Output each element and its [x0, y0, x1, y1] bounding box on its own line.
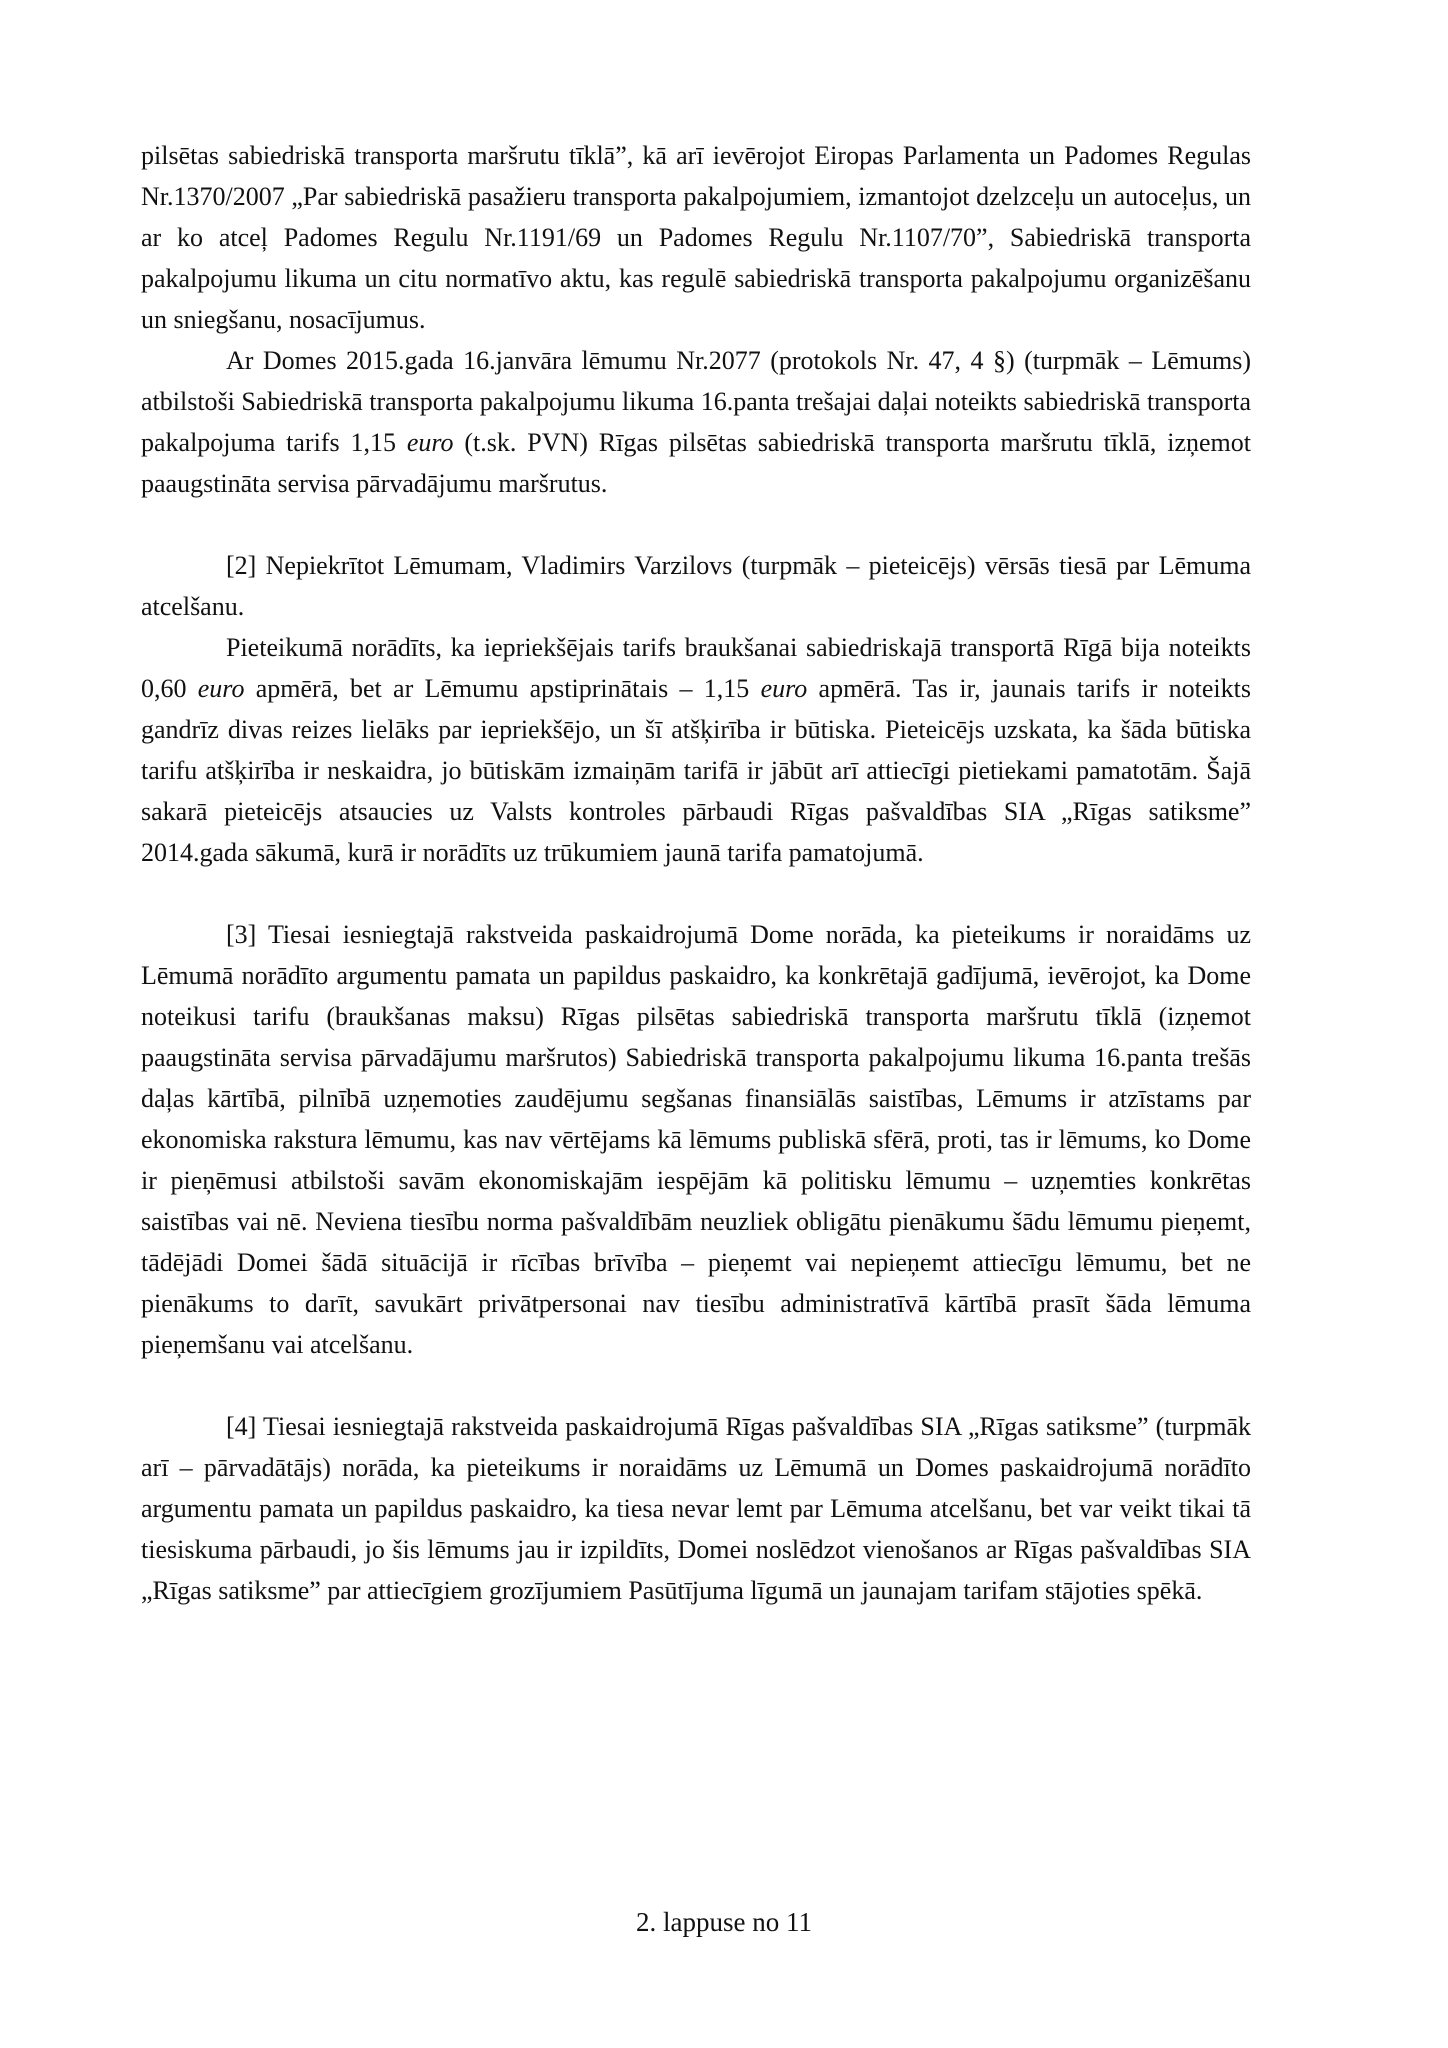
paragraph-section-3 — [141, 914, 1251, 1365]
paragraph-text: [3] Tiesai iesniegtajā rakstveida paskaidrojumā Dome norāda, ka pieteikums ir noraidāms uz Lēmumā norādīto argumentu pamata un papildus paskaidro, ka konkrētajā gadījumā, ievērojot, ka Dome noteikusi tarifu (braukšanas maksu) Rīgas pilsētas sabiedriskā transporta maršrutu tīklā (izņemot paaugstināta servisa pārvadājumu maršrutos) Sabiedriskā transporta pakalpojumu likuma 16.panta trešās daļas kārtībā, pilnībā uzņemoties zaudējumu segšanas finansiālās saistības, Lēmums ir atzīstams par ekonomiska rakstura lēmumu, kas nav vērtējams kā lēmums publiskā sfērā, proti, tas ir lēmums, ko Dome ir pieņēmusi atbilstoši savām ekonomiskajām iespējām kā politisku lēmumu – uzņemties konkrētas saistības vai nē. Neviena tiesību norma pašvaldībām neuzliek obligātu pienākumu šādu lēmumu pieņemt, tādējādi Domei šādā situācijā ir rīcības brīvība – pieņemt vai nepieņemt attiecīgu lēmumu, bet ne pienākums to darīt, savukārt privātpersonai nav tiesību administratīvā kārtībā prasīt šāda lēmuma pieņemšanu vai atcelšanu. — [141, 920, 1251, 1359]
paragraph-text: apmērā. Tas ir, jaunais tarifs ir noteikts gandrīz divas reizes lielāks par iepriekšējo, un šī atšķirība ir būtiska. Pieteicējs uzskata, ka šāda būtiska tarifu atšķirība ir neskaidra, jo būtiskām izmaiņām tarifā ir jābūt arī attiecīgi pietiekami pamatotām. Šajā sakarā pieteicējs atsaucies uz Valsts kontroles pārbaudi Rīgas pašvaldības SIA „Rīgas satiksme” 2014.gada sākumā, kurā ir norādīts uz trūkumiem jaunā tarifa pamatojumā. — [141, 674, 1251, 867]
paragraph-text: [2] Nepiekrītot Lēmumam, Vladimirs Varzilovs (turpmāk – pieteicējs) vērsās tiesā par Lēmuma atcelšanu. — [141, 551, 1251, 621]
paragraph-text: Ar Domes 2015.gada 16.janvāra lēmumu Nr.2077 (protokols Nr. 47, 4 §) (turpmāk – Lēmums) atbilstoši Sabiedriskā transporta pakalpojumu likuma 16.panta trešajai daļai noteikts sabiedriskā transporta pakalpojuma tarifs 1,15 — [141, 346, 1251, 457]
paragraph-text: [4] Tiesai iesniegtajā rakstveida paskaidrojumā Rīgas pašvaldības SIA „Rīgas satiksme” (turpmāk arī – pārvadātājs) norāda, ka pieteikums ir noraidāms uz Lēmumā un Domes paskaidrojumā norādīto argumentu pamata un papildus paskaidro, ka tiesa nevar lemt par Lēmuma atcelšanu, bet var veikt tikai tā tiesiskuma pārbaudi, jo šis lēmums jau ir izpildīts, Domei noslēdzot vienošanos ar Rīgas pašvaldības SIA „Rīgas satiksme” par attiecīgiem grozījumiem Pasūtījuma līgumā un jaunajam tarifam stājoties spēkā. — [141, 1412, 1251, 1605]
paragraph-text: pilsētas sabiedriskā transporta maršrutu tīklā”, kā arī ievērojot Eiropas Parlamenta un Padomes Regulas Nr.1370/2007 „Par sabiedriskā pasažieru transporta pakalpojumiem, izmantojot dzelzceļu un autoceļus, un ar ko atceļ Padomes Regulu Nr.1191/69 un Padomes Regulu Nr.1107/70”, Sabiedriskā transporta pakalpojumu likuma un citu normatīvo aktu, kas regulē sabiedriskā transporta pakalpojumu organizēšanu un sniegšanu, nosacījumus. — [141, 141, 1251, 334]
paragraph-application — [141, 627, 1251, 873]
paragraph-section-2 — [141, 545, 1251, 627]
paragraph-decision — [141, 340, 1251, 504]
paragraph-continuation — [141, 135, 1251, 340]
paragraph-text: Pieteikumā norādīts, ka iepriekšējais tarifs braukšanai sabiedriskajā transportā Rīgā bija noteikts 0,60 — [141, 633, 1251, 703]
currency-term: euro — [197, 674, 245, 703]
currency-term: euro — [760, 674, 808, 703]
paragraph-text: (t.sk. PVN) Rīgas pilsētas sabiedriskā transporta maršrutu tīklā, izņemot paaugstināta servisa pārvadājumu maršrutus. — [141, 428, 1251, 498]
paragraph-section-4 — [141, 1406, 1251, 1611]
paragraph-text: apmērā, bet ar Lēmumu apstiprinātais – 1,15 — [244, 674, 761, 703]
page-number: 2. lappuse no 11 — [636, 1907, 812, 1937]
currency-term: euro — [406, 428, 454, 457]
document-body — [141, 135, 1251, 1611]
